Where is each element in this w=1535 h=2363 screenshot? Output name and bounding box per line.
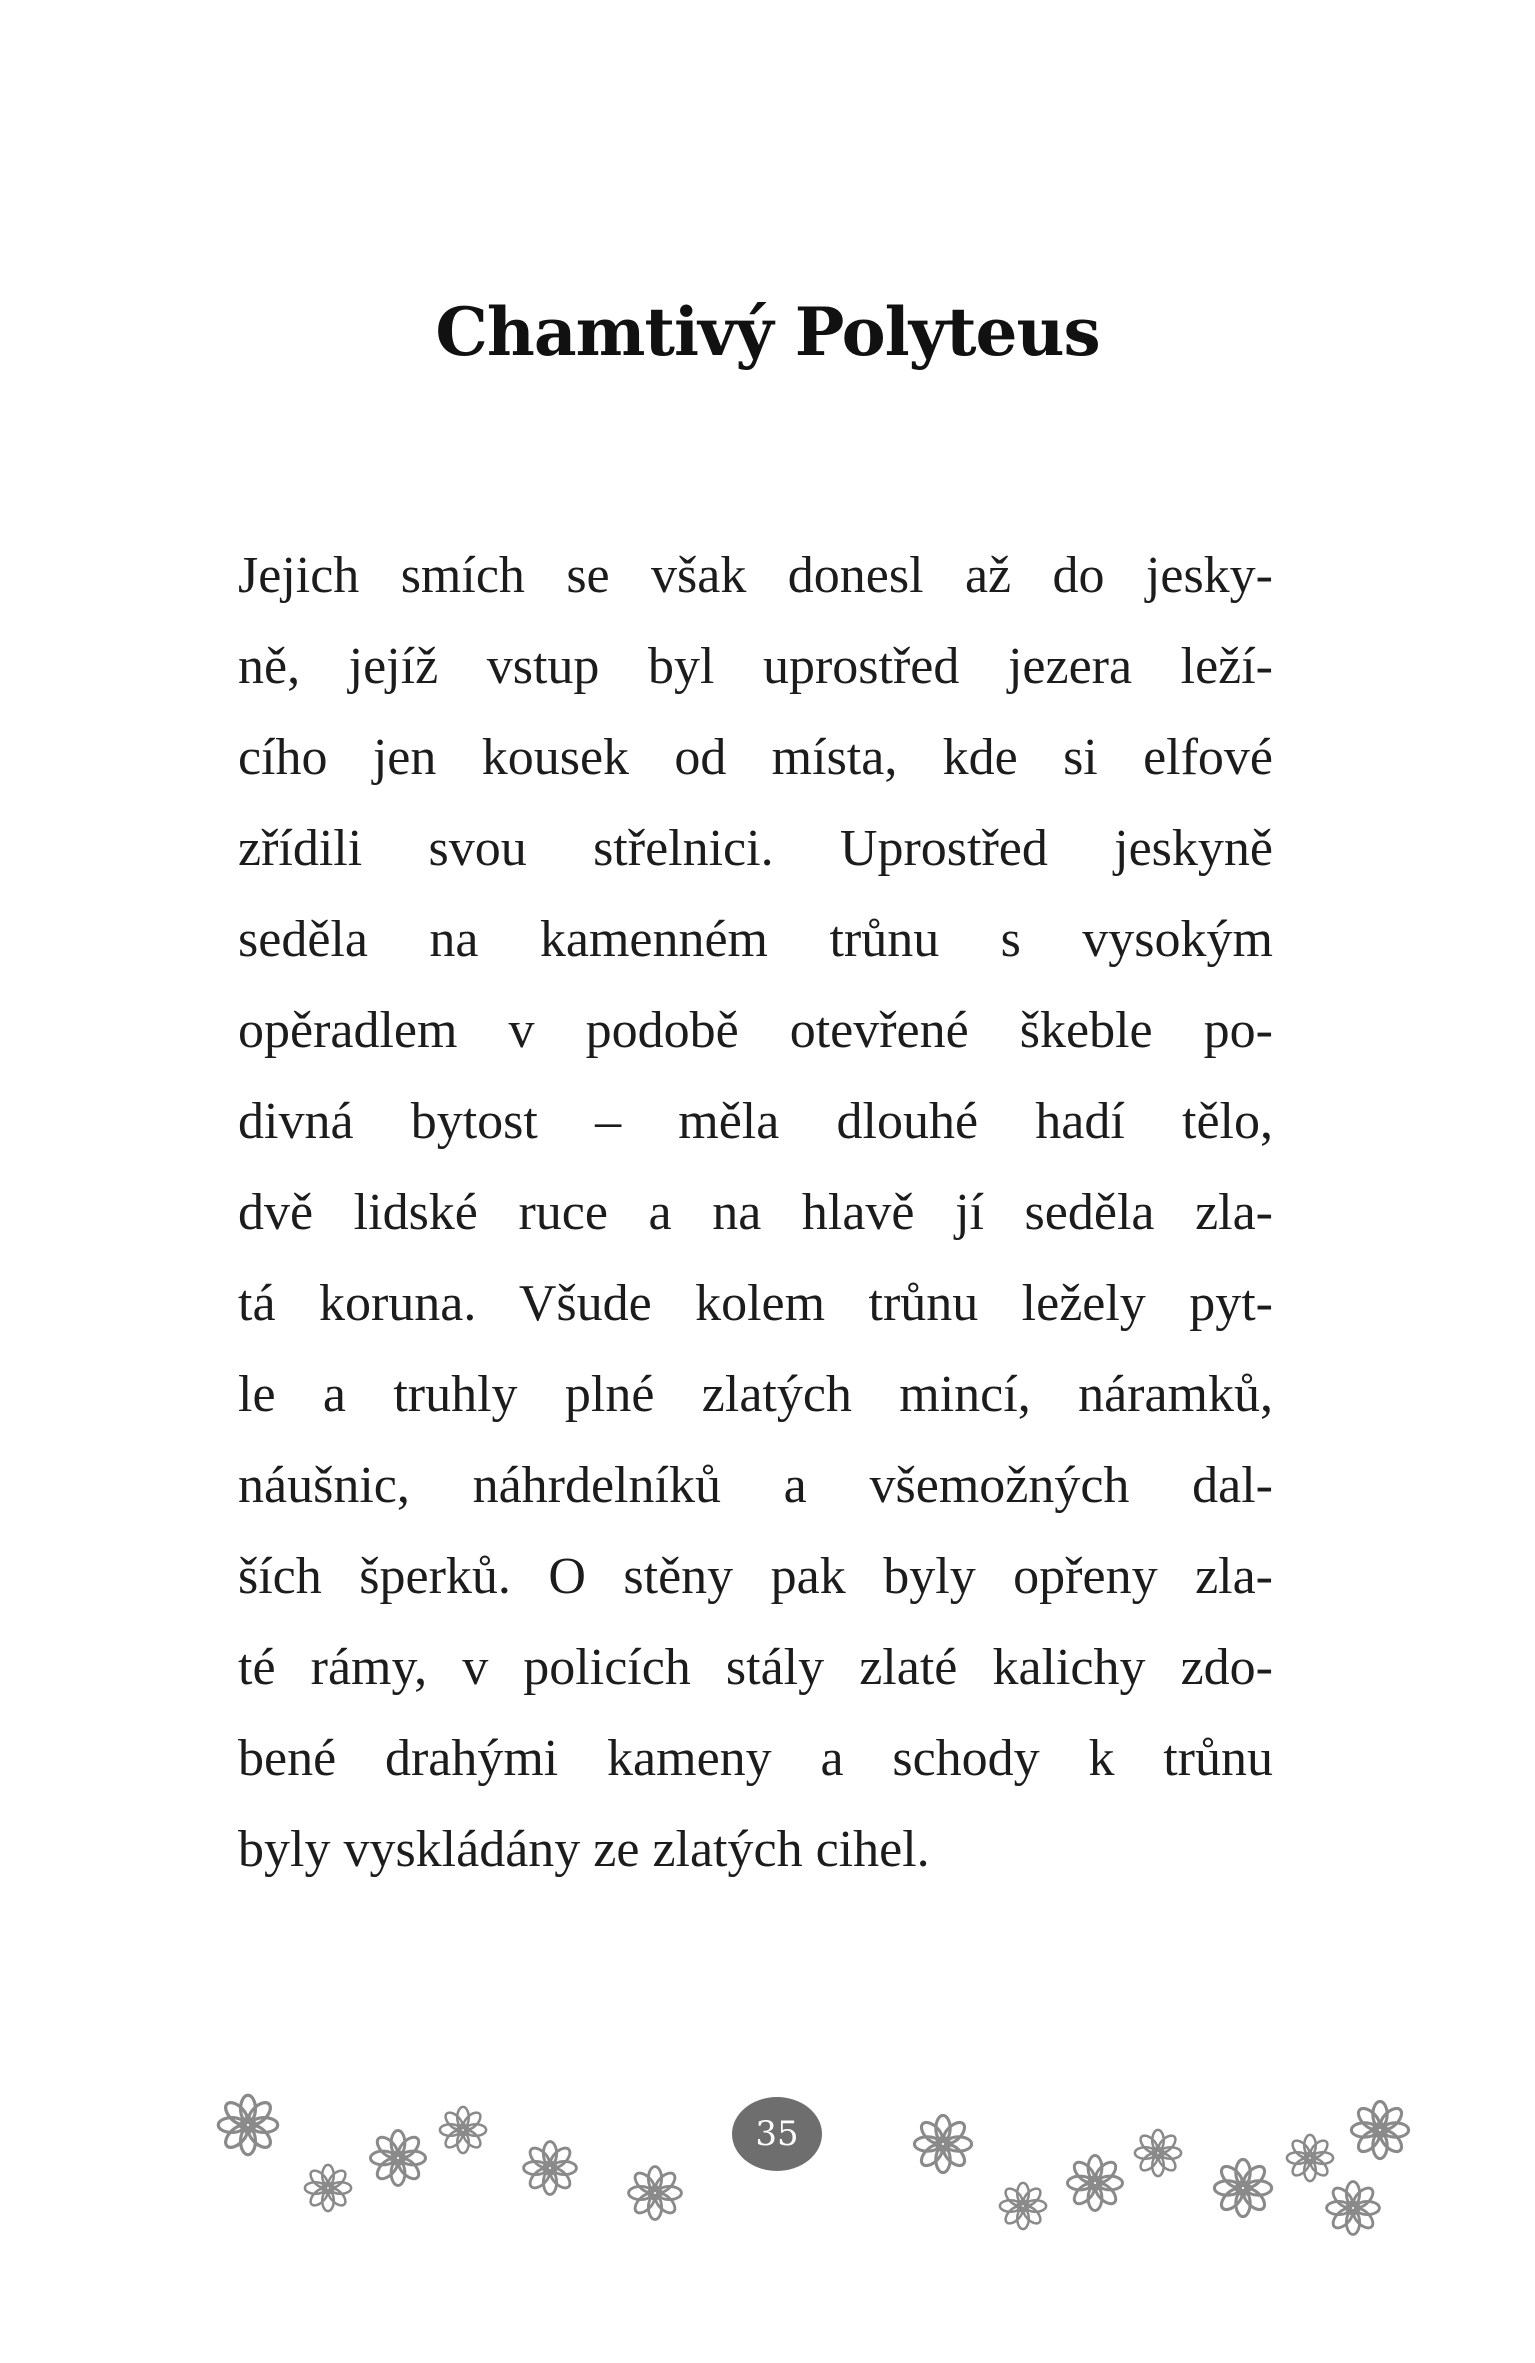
text-line: dvě lidské ruce a na hlavě jí seděla zla- bbox=[238, 1184, 1273, 1241]
text-line: divná bytost – měla dlouhé hadí tělo, bbox=[238, 1093, 1273, 1150]
flower-icon bbox=[440, 2107, 486, 2153]
flower-icon bbox=[524, 2142, 577, 2195]
text-line: ších šperků. O stěny pak byly opřeny zla- bbox=[238, 1548, 1273, 1605]
text-line: le a truhly plné zlatých mincí, náramků, bbox=[238, 1366, 1273, 1423]
flower-icon bbox=[629, 2167, 682, 2220]
text-line: cího jen kousek od místa, kde si elfové bbox=[238, 729, 1273, 786]
flower-icon bbox=[1068, 2156, 1123, 2211]
text-line: ně, jejíž vstup byl uprostřed jezera leží- bbox=[238, 638, 1273, 695]
flower-icon bbox=[1351, 2101, 1408, 2158]
text-line: zřídili svou střelnici. Uprostřed jeskyně bbox=[238, 820, 1273, 877]
flower-icon bbox=[1214, 2159, 1271, 2216]
text-line: seděla na kamenném trůnu s vysokým bbox=[238, 911, 1273, 968]
text-line: Jejich smích se však donesl až do jesky- bbox=[238, 547, 1273, 604]
text-line: bené drahými kameny a schody k trůnu bbox=[238, 1730, 1273, 1787]
flower-icon bbox=[1135, 2130, 1181, 2176]
flower-icon bbox=[1000, 2183, 1046, 2229]
text-line: tá koruna. Všude kolem trůnu ležely pyt- bbox=[238, 1275, 1273, 1332]
flower-icon bbox=[218, 2095, 277, 2154]
flower-icon bbox=[371, 2131, 426, 2186]
text-line: byly vyskládány ze zlatých cihel. bbox=[238, 1821, 930, 1878]
flower-icon bbox=[1327, 2182, 1380, 2235]
flower-icon bbox=[305, 2165, 351, 2211]
text-line: náušnic, náhrdelníků a všemožných dal- bbox=[238, 1457, 1273, 1514]
page-number: 35 bbox=[732, 2097, 822, 2171]
text-line: opěradlem v podobě otevřené škeble po- bbox=[238, 1002, 1273, 1059]
flower-icon bbox=[914, 2115, 971, 2172]
chapter-title: Chamtivý Polyteus bbox=[435, 293, 1100, 372]
flower-icon bbox=[1287, 2135, 1333, 2181]
body-paragraph bbox=[238, 530, 1273, 1895]
text-line: té rámy, v policích stály zlaté kalichy zdo- bbox=[238, 1639, 1273, 1696]
